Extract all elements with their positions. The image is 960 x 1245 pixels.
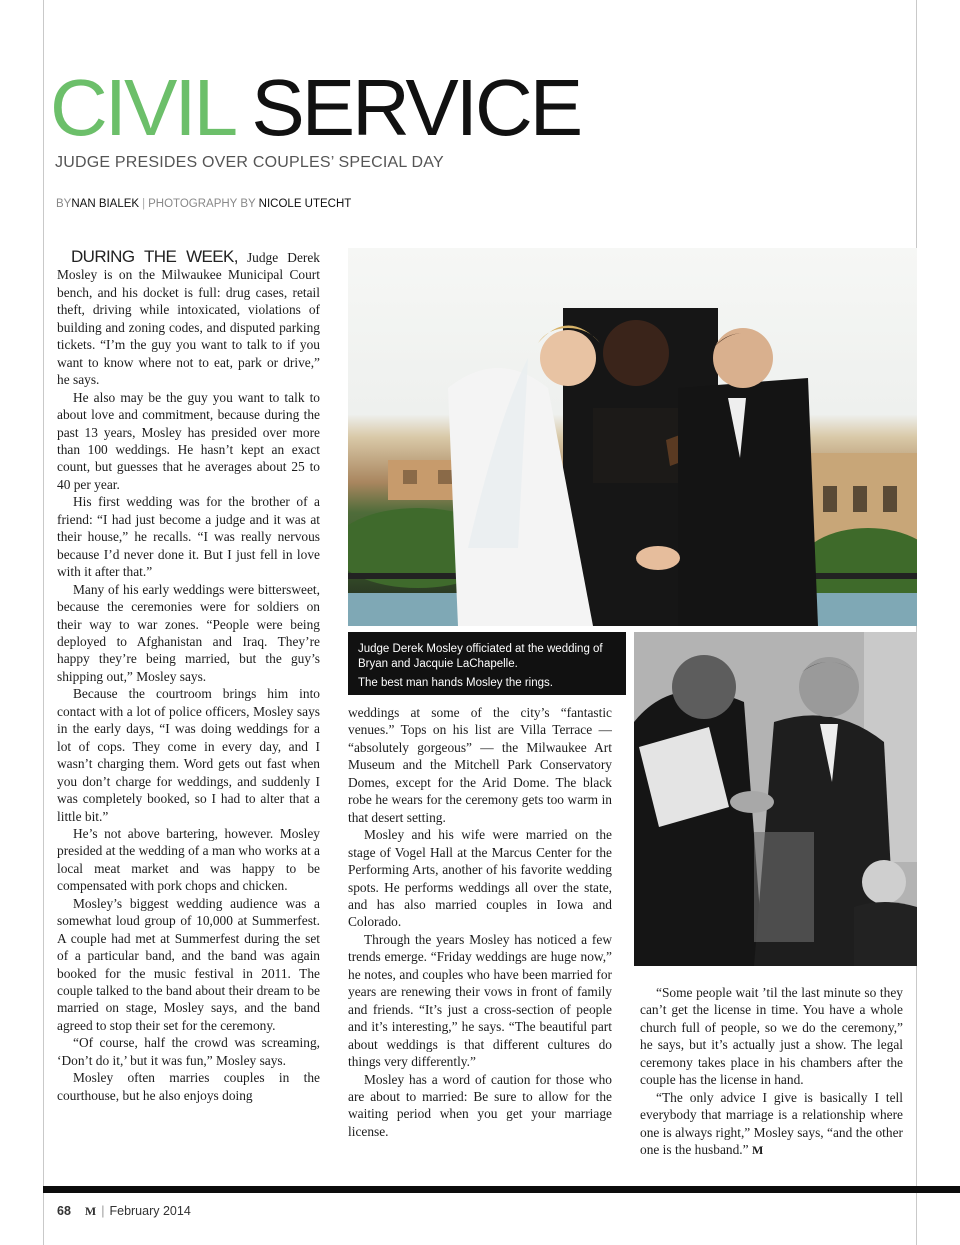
paragraph: Through the years Mosley has noticed a few trends emerge. “Friday weddings are huge now,” he notes, and couples who have been married for years are renewing their vows in front of family and friends. “It’s just a cross-section of people and it’s interesting,” he says. “The beautiful part about weddings is that different cultures do things very differently.” (348, 931, 612, 1070)
paragraph: Mosley and his wife were married on the stage of Vogel Hall at the Marcus Center for the Performing Arts, another of his favorite wedding spots. He performs weddings all over the state, and has also married couples in Iowa and Colorado. (348, 827, 612, 930)
title-part-service: SERVICE (251, 63, 581, 152)
paragraph (640, 1089, 903, 1160)
paragraph: His first wedding was for the brother of a friend: “I had just become a judge and it was at their house,” he recalls. “I was really nervous because I’d never done it. But I just fell in love with it after that.” (57, 494, 320, 580)
paragraph: Mosley often marries couples in the courthouse, but he also enjoys doing (57, 1070, 320, 1103)
ring-exchange-illustration (634, 632, 917, 966)
paragraph: He also may be the guy you want to talk to about love and commitment, because during the past 13 years, Mosley has presided over more than 100 weddings. He hasn’t kept an exact count, but guesses that he averages about 25 to 40 per year. (57, 389, 320, 492)
footer-separator: | (101, 1204, 105, 1218)
paragraph: He’s not above bartering, however. Mosley presided at the wedding of a man who works at a local meat market and was happy to be compensated with pork chops and chicken. (57, 825, 320, 894)
byline (56, 198, 351, 210)
magazine-logo: M (84, 1204, 97, 1218)
title-part-civil: CIVIL (50, 63, 233, 152)
paragraph: Because the courtroom brings him into contact with a lot of police officers, Mosley says in the early days, “I was doing weddings for a lot of cops. They come in every day, and I wasn’t charging them. Word gets out fast when you don’t charge for weddings, and suddenly I was completely booked, so I had to alter that a little bit.” (57, 686, 320, 824)
issue-date: February 2014 (109, 1204, 191, 1218)
body-column-1 (57, 248, 320, 1183)
body-column-2 (348, 704, 612, 1184)
body-column-3 (640, 984, 903, 1184)
article-title (50, 60, 580, 156)
end-mark: M (751, 1143, 764, 1158)
paragraph-text: “The only advice I give is basically I tell everybody that marriage is a relationship where one is always right,” Mosley says, “and the other one is the husband.” (640, 1089, 903, 1158)
caption-line-2: The best man hands Mosley the rings. (358, 677, 553, 689)
paragraph: “Some people wait ’til the last minute so they can’t get the license in time. You have a whole church full of people, so we do the ceremony,” he says, but it’s actually just a show. The legal ceremony takes place in his chambers after the couple has the license in hand. (640, 985, 903, 1088)
photo-caption (348, 632, 626, 695)
paragraph: Many of his early weddings were bittersweet, because the ceremonies were for soldiers on their way to war zones. “People were being deployed to Afghanistan and Iraq. They’re happy they’re being married, but the guy’s shipping out,” Mosley says. (57, 581, 320, 684)
page-number: 68 (57, 1204, 71, 1218)
byline-photo-label: PHOTOGRAPHY BY (148, 198, 256, 210)
dropcap-lead-in: DURING THE WEEK, (71, 248, 238, 266)
ring-exchange-photo (634, 632, 917, 966)
article-subtitle: JUDGE PRESIDES OVER COUPLES’ SPECIAL DAY (55, 154, 444, 171)
byline-photographer: NICOLE UTECHT (258, 198, 352, 210)
left-margin-rule (43, 0, 44, 1245)
footer-bar (43, 1186, 960, 1193)
byline-separator: | (142, 198, 146, 210)
paragraph (57, 248, 320, 389)
paragraph-text: Judge Derek Mosley is on the Milwaukee Municipal Court bench, and his docket is full: drug cases, retail theft, driving while intoxicated, violations of building and zoning codes, and disputed parking tickets. “I’m the guy you want to talk to if you want to know where not to eat, park or drive,” he says. (57, 250, 320, 388)
wedding-ceremony-photo (348, 248, 917, 626)
page-footer (57, 1204, 191, 1219)
paragraph: weddings at some of the city’s “fantastic venues.” Tops on his list are Villa Terrace — “absolutely gorgeous” — the Milwaukee Art Museum and the Mitchell Park Conservatory Domes, except for the Arid Dome. The black robe he wears for the ceremony gets too warm in that desert setting. (348, 705, 612, 825)
byline-author: NAN BIALEK (71, 198, 140, 210)
paragraph: “Of course, half the crowd was screaming, ‘Don’t do it,’ but it was fun,” Mosley says. (57, 1035, 320, 1068)
paragraph: Mosley has a word of caution for those who are about to married: Be sure to allow for the waiting period when you get your marriage license. (348, 1071, 612, 1139)
caption-line-1: Judge Derek Mosley officiated at the wedding of Bryan and Jacquie LaChapelle. (358, 643, 603, 670)
paragraph: Mosley’s biggest wedding audience was a somewhat loud group of 10,000 at Summerfest. A couple had met at Summerfest during the set of a particular band, and the band was again booked for the music festival in 2011. The couple talked to the band about their dream to be married on stage, Mosley says, and the band agreed to stop their set for the ceremony. (57, 895, 320, 1033)
ceremony-illustration (348, 248, 917, 626)
byline-by-label: BY (56, 198, 72, 210)
